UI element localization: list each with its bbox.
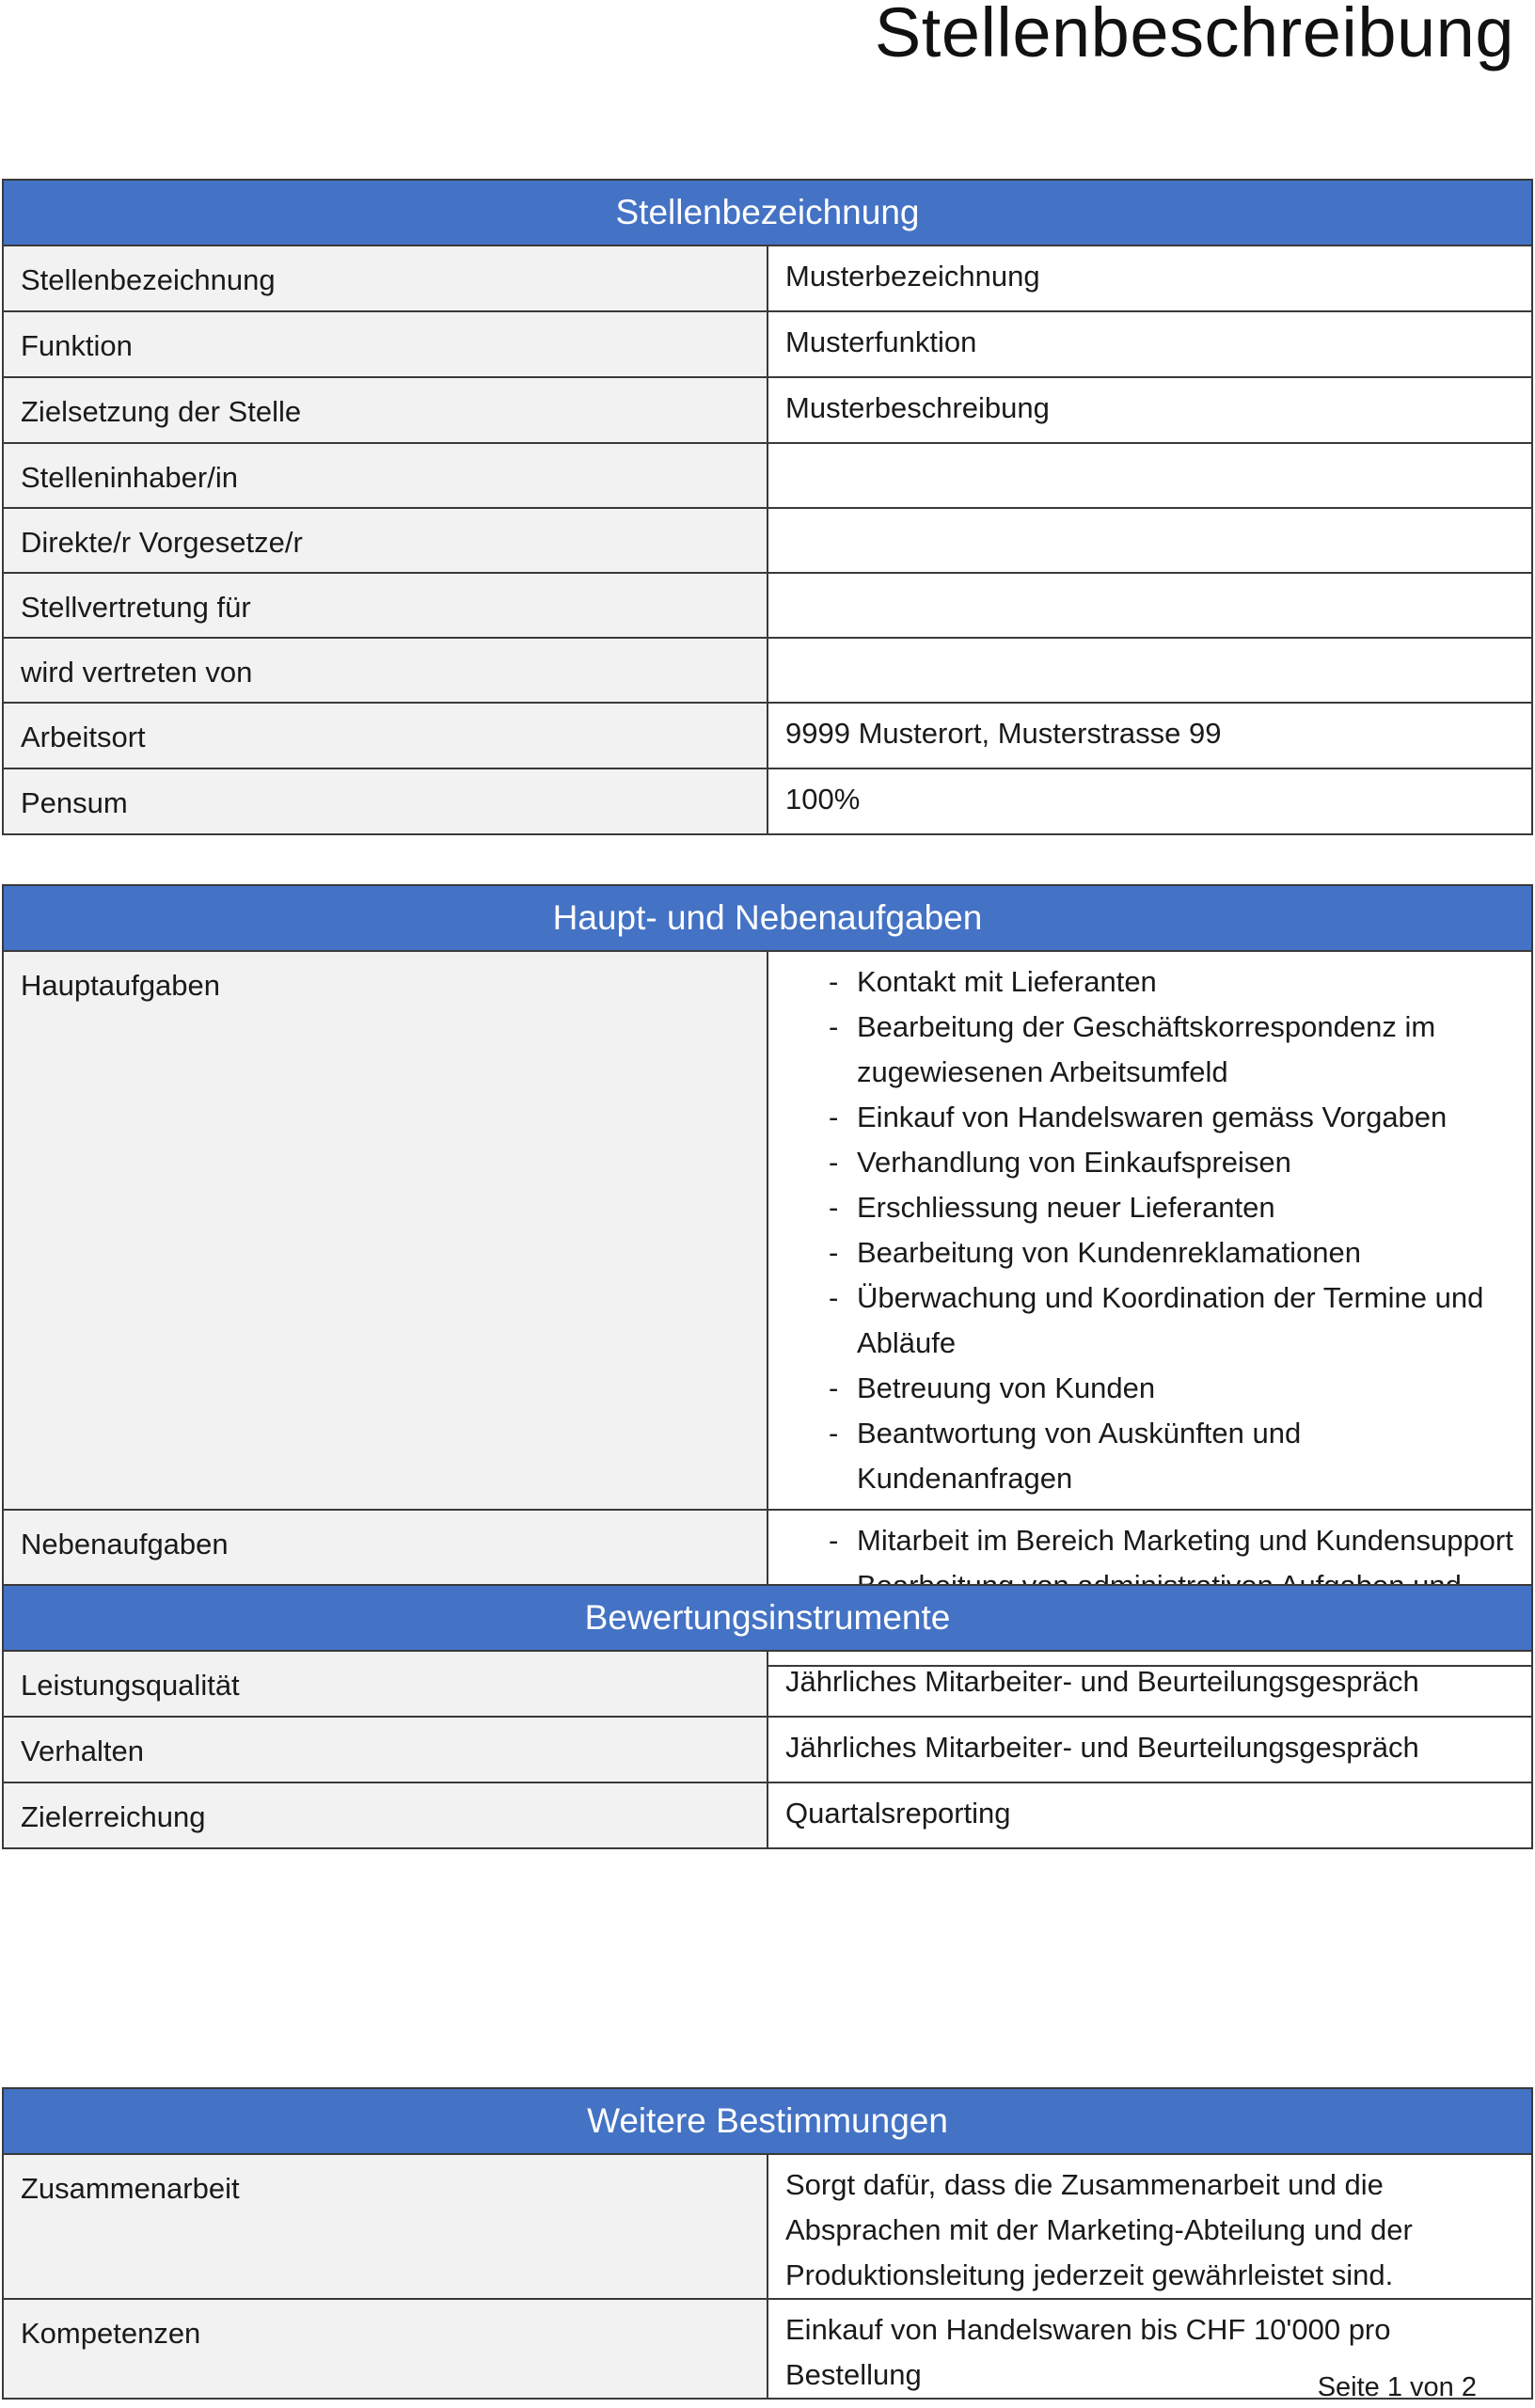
dash-marker: -	[829, 1191, 839, 1224]
row-label: Pensum	[3, 768, 768, 834]
row-value: Quartalsreporting	[768, 1782, 1532, 1848]
table-row	[3, 2299, 1532, 2399]
row-value: Musterbezeichnung	[768, 246, 1532, 311]
row-label: Verhalten	[3, 1717, 768, 1782]
row-label: Leistungsqualität	[3, 1651, 768, 1717]
table-row	[3, 311, 1532, 377]
section-heading-evaluation: Bewertungsinstrumente	[3, 1585, 1532, 1651]
row-label: Funktion	[3, 311, 768, 377]
list-item	[785, 959, 1514, 1005]
main-tasks-list	[785, 959, 1514, 1501]
dash-marker: -	[829, 1524, 839, 1557]
dash-marker: -	[829, 1101, 839, 1133]
list-item	[785, 1366, 1514, 1411]
list-item-text: Beantwortung von Auskünften und Kundenanfragen	[857, 1417, 1302, 1495]
table-row	[3, 508, 1532, 573]
table-row	[3, 2154, 1532, 2299]
dash-marker: -	[829, 1371, 839, 1404]
list-item	[785, 1140, 1514, 1185]
table-row	[3, 638, 1532, 703]
row-label: Stellvertretung für	[3, 573, 768, 638]
row-value: Musterbeschreibung	[768, 377, 1532, 443]
list-item	[785, 1518, 1514, 1563]
list-item	[785, 1185, 1514, 1230]
tasks-table	[2, 884, 1533, 1667]
row-label: Zielerreichung	[3, 1782, 768, 1848]
provisions-table	[2, 2087, 1533, 2400]
row-value: Sorgt dafür, dass die Zusammenarbeit und die Absprachen mit der Marketing-Abteilung und der Produktionsleitung jederzeit gewährleistet sind.	[768, 2154, 1532, 2299]
list-item-text: Bearbeitung von Kundenreklamationen	[857, 1236, 1361, 1269]
row-label: Zielsetzung der Stelle	[3, 377, 768, 443]
table-row	[3, 951, 1532, 1510]
list-item	[785, 1411, 1514, 1501]
list-item	[785, 1095, 1514, 1140]
dash-marker: -	[829, 1281, 839, 1314]
list-item-text: Kontakt mit Lieferanten	[857, 965, 1157, 998]
list-item-text: Verhandlung von Einkaufspreisen	[857, 1146, 1291, 1179]
list-item-text: Betreuung von Kunden	[857, 1371, 1156, 1404]
table-row	[3, 703, 1532, 768]
row-value: Einkauf von Handelswaren bis CHF 10'000 pro Bestellung	[768, 2299, 1532, 2399]
row-label: Zusammenarbeit	[3, 2154, 768, 2299]
row-value	[768, 508, 1532, 573]
section-heading-job: Stellenbezeichnung	[3, 180, 1532, 246]
row-label: Arbeitsort	[3, 703, 768, 768]
document-title: Stellenbeschreibung	[874, 0, 1514, 71]
table-row	[3, 443, 1532, 508]
table-row	[3, 246, 1532, 311]
list-item	[785, 1230, 1514, 1275]
list-item-text: Bearbeitung der Geschäftskorrespondenz im zugewiesenen Arbeitsumfeld	[857, 1010, 1436, 1088]
list-item	[785, 1275, 1514, 1366]
evaluation-table	[2, 1584, 1533, 1849]
table-row	[3, 573, 1532, 638]
page-number: Seite 1 von 2	[1317, 2372, 1477, 2402]
list-item-text: Überwachung und Koordination der Termine und Abläufe	[857, 1281, 1484, 1359]
row-label: Stellenbezeichnung	[3, 246, 768, 311]
list-item-text: Mitarbeit im Bereich Marketing und Kundensupport	[857, 1524, 1513, 1557]
row-label: Kompetenzen	[3, 2299, 768, 2399]
list-item-text: Erschliessung neuer Lieferanten	[857, 1191, 1275, 1224]
row-value	[768, 573, 1532, 638]
dash-marker: -	[829, 1417, 839, 1450]
row-label: Hauptaufgaben	[3, 951, 768, 1510]
row-value: 9999 Musterort, Musterstrasse 99	[768, 703, 1532, 768]
table-row	[3, 1651, 1532, 1717]
row-value: Jährliches Mitarbeiter- und Beurteilungsgespräch	[768, 1651, 1532, 1717]
table-row	[3, 768, 1532, 834]
row-label: Direkte/r Vorgesetze/r	[3, 508, 768, 573]
row-value	[768, 443, 1532, 508]
row-label: wird vertreten von	[3, 638, 768, 703]
row-value: Musterfunktion	[768, 311, 1532, 377]
dash-marker: -	[829, 965, 839, 998]
section-heading-tasks: Haupt- und Nebenaufgaben	[3, 885, 1532, 951]
dash-marker: -	[829, 1146, 839, 1179]
list-item-text: Einkauf von Handelswaren gemäss Vorgaben	[857, 1101, 1448, 1133]
row-value: 100%	[768, 768, 1532, 834]
main-tasks-cell	[768, 951, 1532, 1510]
table-row	[3, 1717, 1532, 1782]
list-item	[785, 1005, 1514, 1095]
row-label: Stelleninhaber/in	[3, 443, 768, 508]
row-value: Jährliches Mitarbeiter- und Beurteilungsgespräch	[768, 1717, 1532, 1782]
section-heading-provisions: Weitere Bestimmungen	[3, 2088, 1532, 2154]
dash-marker: -	[829, 1236, 839, 1269]
row-value	[768, 638, 1532, 703]
row-label: Nebenaufgaben	[3, 1510, 768, 1666]
table-row	[3, 377, 1532, 443]
dash-marker: -	[829, 1010, 839, 1043]
table-row	[3, 1782, 1532, 1848]
job-details-table	[2, 179, 1533, 835]
